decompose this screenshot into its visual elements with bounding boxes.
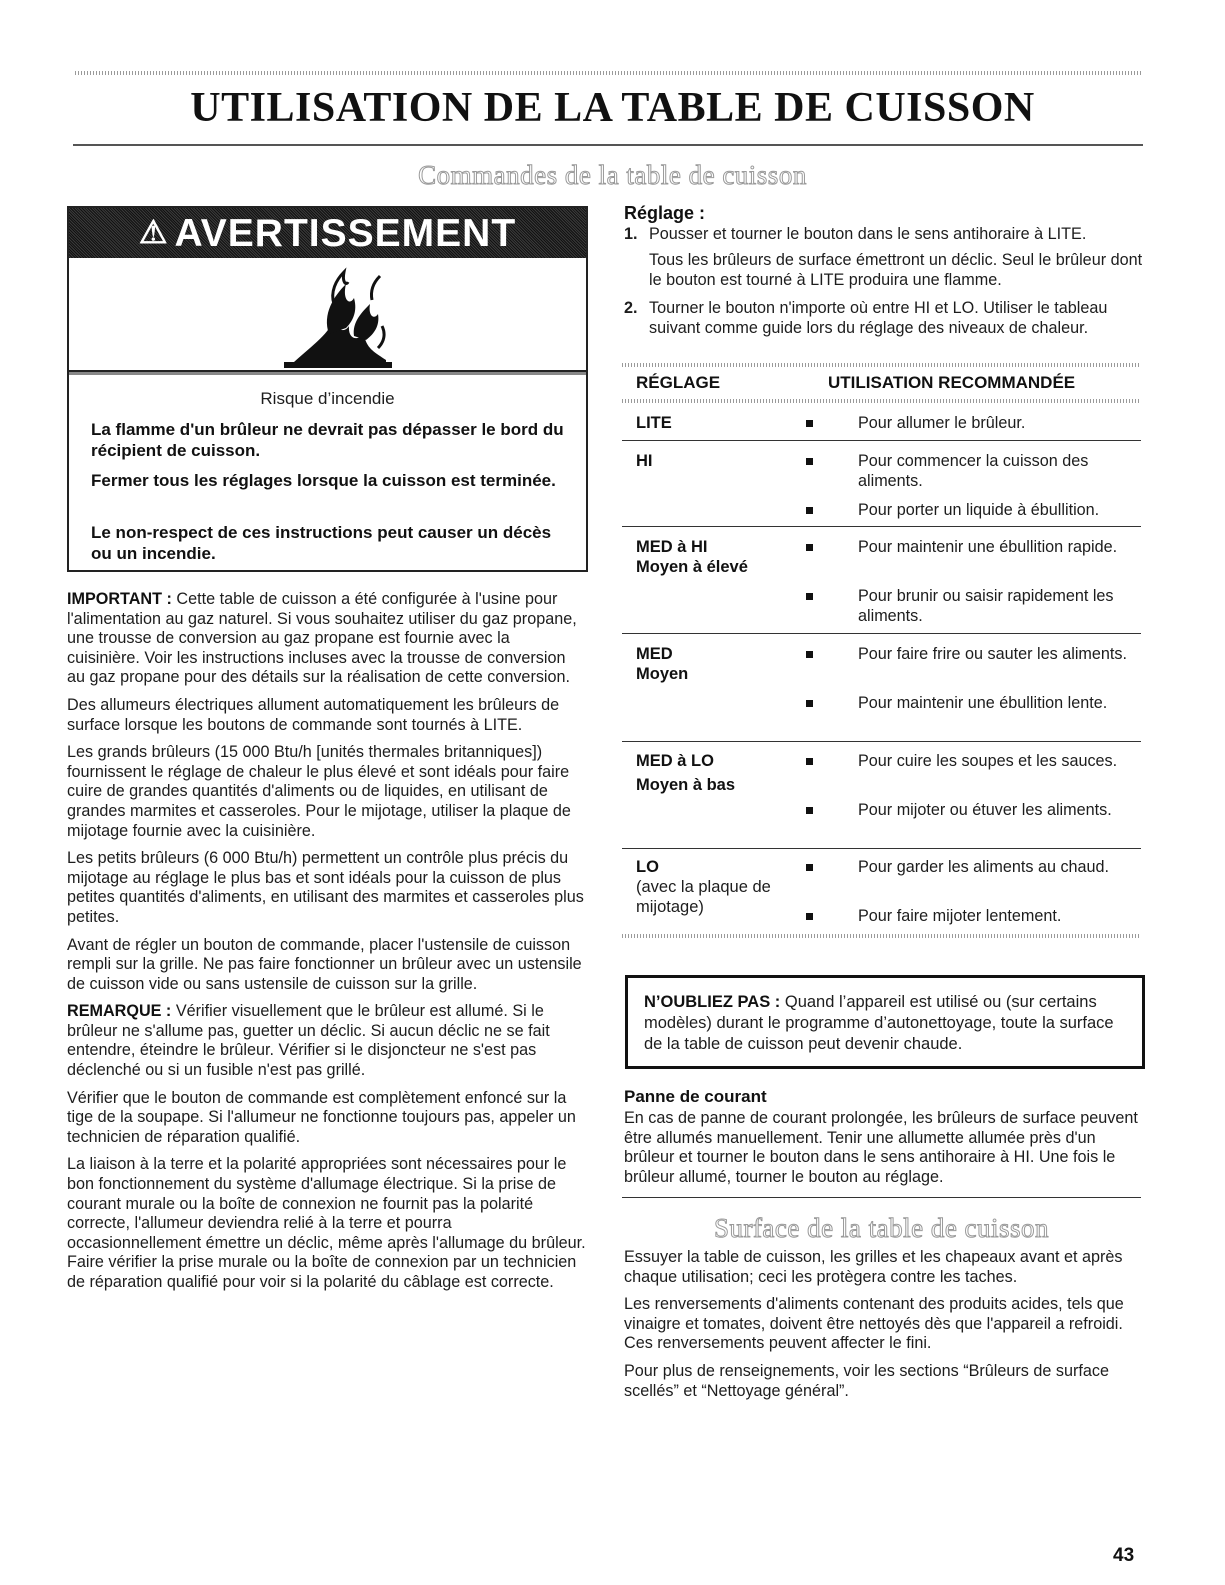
paragraph: Vérifier que le bouton de commande est complètement enfoncé sur la tige de la soupape. Si l'allumeur ne fonctionne toujours pas, appeler un technicien de réparation qualifié. <box>67 1088 576 1146</box>
section-title-surface: Surface de la table de cuisson <box>713 1213 1050 1243</box>
bullet-icon <box>806 651 813 658</box>
bullet-icon <box>806 593 813 600</box>
surface-section <box>624 1248 1144 1409</box>
bullet-icon <box>806 864 813 871</box>
important-paragraph: IMPORTANT : Cette table de cuisson a été configurée à l'usine pour l'alimentation au gaz naturel. Si vous souhaitez utiliser du gaz propane, une trousse de conversion au gaz propane est fournie avec la cuisinière. Voir les instructions incluses avec la trousse de conversion au gaz propane pour des détails sur la réalisation de cette conversion. <box>67 590 577 687</box>
table-header-rule <box>622 399 1141 403</box>
bullet-icon <box>806 544 813 551</box>
table-row-divider <box>622 848 1141 849</box>
table-header-reglage: RÉGLAGE <box>636 373 721 392</box>
bullet-icon <box>806 758 813 765</box>
panne-heading: Panne de courant <box>624 1087 767 1106</box>
bullet-icon <box>806 507 813 514</box>
table-row-divider <box>622 526 1141 527</box>
bullet-icon <box>806 913 813 920</box>
remarque-paragraph: REMARQUE : Vérifier visuellement que le brûleur est allumé. Si le brûleur ne s'allume pas, guetter un déclic. Si aucun déclic ne se fait entendre, éteindre le brûleur. Vérifier si le disjoncteur ne s'est pas déclenché ou si un fusible n'est pas grillé. <box>67 1002 550 1080</box>
bullet-icon <box>806 458 813 465</box>
section-title-commandes: Commandes de la table de cuisson <box>418 160 807 190</box>
paragraph: Avant de régler un bouton de commande, placer l'ustensile de cuisson rempli sur la grille. Ne pas faire fonctionner un brûleur avec un ustensile de cuisson vide ou sans ustensile de cuisson sur la grille. <box>67 935 582 993</box>
reminder-text: Quand l’appareil est utilisé ou (sur certains modèles) durant le programme d’autonettoyage, toute la surface de la table de cuisson peut devenir chaude. <box>644 993 1114 1053</box>
paragraph: Les grands brûleurs (15 000 Btu/h [unités thermales britanniques]) fournissent le réglage de chaleur le plus élevé et sont idéals pour faire cuire de grandes quantités d'aliments ou de liquides, en utilisant de grandes marmites et casseroles. Pour le mijotage, utiliser la plaque de mijotage fournie avec la cuisinière. <box>67 743 571 840</box>
reminder-box <box>625 975 1145 1069</box>
warning-triangle-icon: ⚠ <box>138 214 169 250</box>
paragraph: Essuyer la table de cuisson, les grilles et les chapeaux avant et après chaque utilisation; ceci les protègera contre les taches. <box>624 1248 1123 1286</box>
warning-subtitle: Risque d’incendie <box>260 389 395 408</box>
panne-divider <box>622 1197 1141 1198</box>
table-row-divider <box>622 440 1141 441</box>
reminder-label: N’OUBLIEZ PAS : <box>644 993 781 1011</box>
left-column <box>67 590 587 1301</box>
table-bottom-rule <box>622 934 1141 938</box>
title-underline <box>73 144 1143 146</box>
reglage-heading: Réglage : <box>624 203 706 223</box>
table-row-divider <box>622 633 1141 634</box>
bullet-icon <box>806 420 813 427</box>
bullet-icon <box>806 807 813 814</box>
paragraph: Des allumeurs électriques allument automatiquement les brûleurs de surface lorsque les boutons de commande sont tournés à LITE. <box>67 695 560 734</box>
table-header-utilisation: UTILISATION RECOMMANDÉE <box>828 373 1076 392</box>
paragraph: Les renversements d'aliments contenant des produits acides, tels que vinaigre et tomates, doivent être nettoyés dès que l'appareil a refroidi. Ces renversements peuvent affecter le fini. <box>624 1295 1124 1353</box>
warning-header-label: AVERTISSEMENT <box>174 212 517 255</box>
warning-line: La flamme d'un brûleur ne devrait pas dépasser le bord du récipient de cuisson. <box>91 420 564 460</box>
warning-line: Fermer tous les réglages lorsque la cuisson est terminée. <box>91 471 556 490</box>
panne-text: En cas de panne de courant prolongée, les brûleurs de surface peuvent être allumés manuellement. Tenir une allumette allumée près d'un brûleur et tourner le bouton dans le sens antihoraire à HI. Une fois le brûleur allumé, tourner le bouton au réglage. <box>624 1109 1138 1186</box>
top-dotted-rule <box>75 71 1143 75</box>
page-title: UTILISATION DE LA TABLE DE CUISSON <box>190 85 1035 131</box>
table-row-divider <box>622 741 1141 742</box>
warning-line: Le non-respect de ces instructions peut causer un décès ou un incendie. <box>91 523 552 563</box>
bullet-icon <box>806 700 813 707</box>
fire-icon <box>274 264 404 374</box>
paragraph: Pour plus de renseignements, voir les sections “Brûleurs de surface scellés” et “Nettoyage général”. <box>624 1361 1109 1400</box>
warning-box <box>67 206 588 572</box>
warning-header <box>69 208 586 258</box>
table-top-rule <box>622 363 1141 367</box>
paragraph: La liaison à la terre et la polarité appropriées sont nécessaires pour le bon fonctionnement du système d'allumage électrique. Si la prise de courant murale ou la boîte de connexion ne fournit pas la polarité correcte, l'allumeur deviendra relié à la terre et pourra occasionnellement émettre un déclic, même après l'allumage du brûleur. Faire vérifier la prise murale ou la boîte de connexion par un technicien de réparation qualifié pour voir si la polarité du câblage est correcte. <box>67 1155 586 1291</box>
page-number: 43 <box>1113 1545 1135 1566</box>
paragraph: Les petits brûleurs (6 000 Btu/h) permettent un contrôle plus précis du mijotage au réglage le plus bas et sont idéals pour la cuisson de plus petites quantités d'aliments, en utilisant des marmites et casseroles plus petites. <box>67 849 584 926</box>
